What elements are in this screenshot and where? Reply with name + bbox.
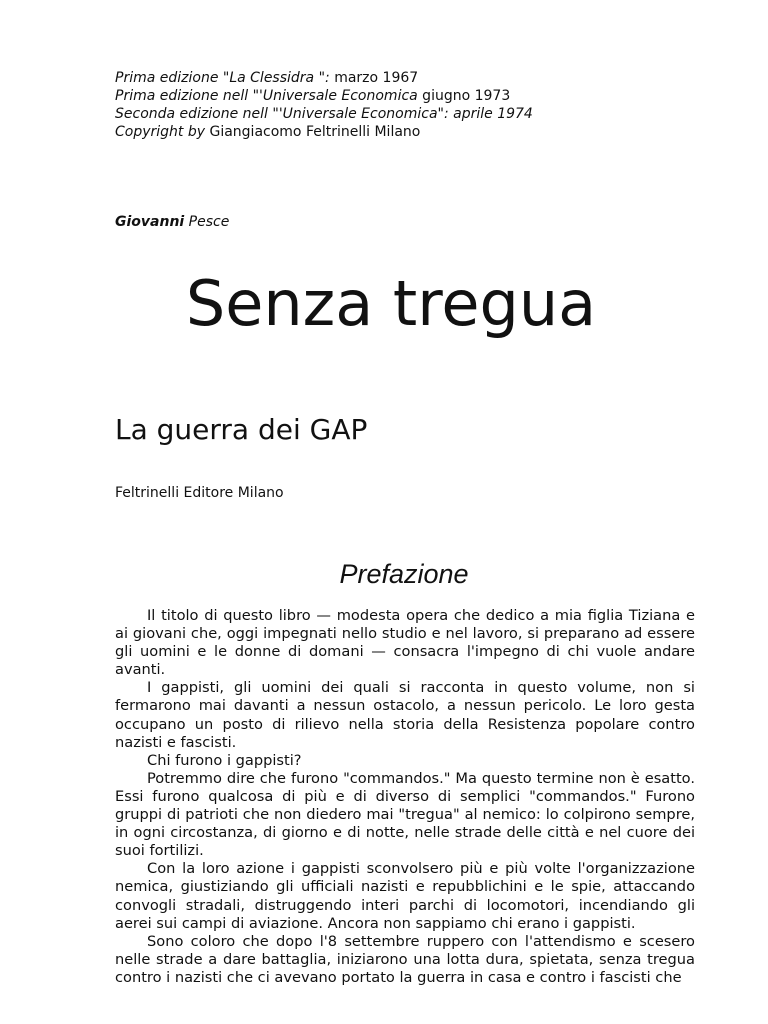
edition-line-italic: Prima edizione nell "'Universale Economica bbox=[115, 88, 418, 104]
copyright-line bbox=[115, 123, 533, 141]
edition-line bbox=[115, 87, 533, 105]
copyright-label: Copyright by bbox=[115, 124, 206, 140]
book-subtitle: La guerra dei GAP bbox=[115, 413, 368, 446]
preface-heading: Prefazione bbox=[339, 559, 469, 589]
edition-line-italic: Prima edizione "La Clessidra ": bbox=[115, 70, 330, 86]
book-title: Senza tregua bbox=[185, 267, 597, 340]
preface-paragraph: Sono coloro che dopo l'8 settembre ruppero con l'attendismo e scesero nelle strade a dare battaglia, iniziarono una lotta dura, spietata, senza tregua contro i nazisti che ci avevano portato la guerra in casa e contro i fascisti che bbox=[115, 932, 695, 986]
author-name bbox=[115, 214, 229, 230]
author-last-name: Pesce bbox=[184, 214, 230, 230]
preface-paragraph: Il titolo di questo libro — modesta opera che dedico a mia figlia Tiziana e ai giovani che, oggi impegnati nello studio e nel lavoro, si preparano ad essere gli uomini e le donne di domani — consacra l'impegno di chi vuole andare avanti. bbox=[115, 607, 695, 679]
preface-paragraph: I gappisti, gli uomini dei quali si racconta in questo volume, non si fermarono mai davanti a nessun ostacolo, a nessun pericolo. Le loro gesta occupano un posto di rilievo nella storia della Resistenza popolare contro nazisti e fascisti. bbox=[115, 679, 695, 751]
preface-paragraph: Chi furono i gappisti? bbox=[147, 751, 302, 769]
publisher: Feltrinelli Editore Milano bbox=[115, 485, 284, 501]
preface-paragraph: Potremmo dire che furono "commandos." Ma questo termine non è esatto. Essi furono qualcosa di più e di diverso di semplici "commandos." Furono gruppi di patrioti che non diedero mai "tregua" al nemico: lo colpirono sempre, in ogni circostanza, di giorno e di notte, nelle strade delle città e nel cuore dei suoi fortilizi. bbox=[115, 769, 695, 860]
preface-body bbox=[115, 607, 695, 987]
edition-line-italic: Seconda edizione nell "'Universale Economica": aprile 1974 bbox=[115, 106, 533, 122]
author-first-name: Giovanni bbox=[115, 214, 185, 230]
edition-line bbox=[115, 105, 533, 123]
copyright-holder: Giangiacomo Feltrinelli Milano bbox=[205, 124, 421, 140]
preface-paragraph: Con la loro azione i gappisti sconvolsero più e più volte l'organizzazione nemica, giustiziando gli ufficiali nazisti e repubblichini e le spie, attaccando convogli stradali, distruggendo interi parchi di locomotori, incendiando gli aerei sui campi di aviazione. Ancora non sappiamo chi erano i gappisti. bbox=[115, 860, 695, 932]
edition-notes bbox=[115, 69, 533, 141]
edition-line-text: giugno 1973 bbox=[417, 88, 511, 104]
edition-line-text: marzo 1967 bbox=[329, 70, 419, 86]
edition-line bbox=[115, 69, 533, 87]
